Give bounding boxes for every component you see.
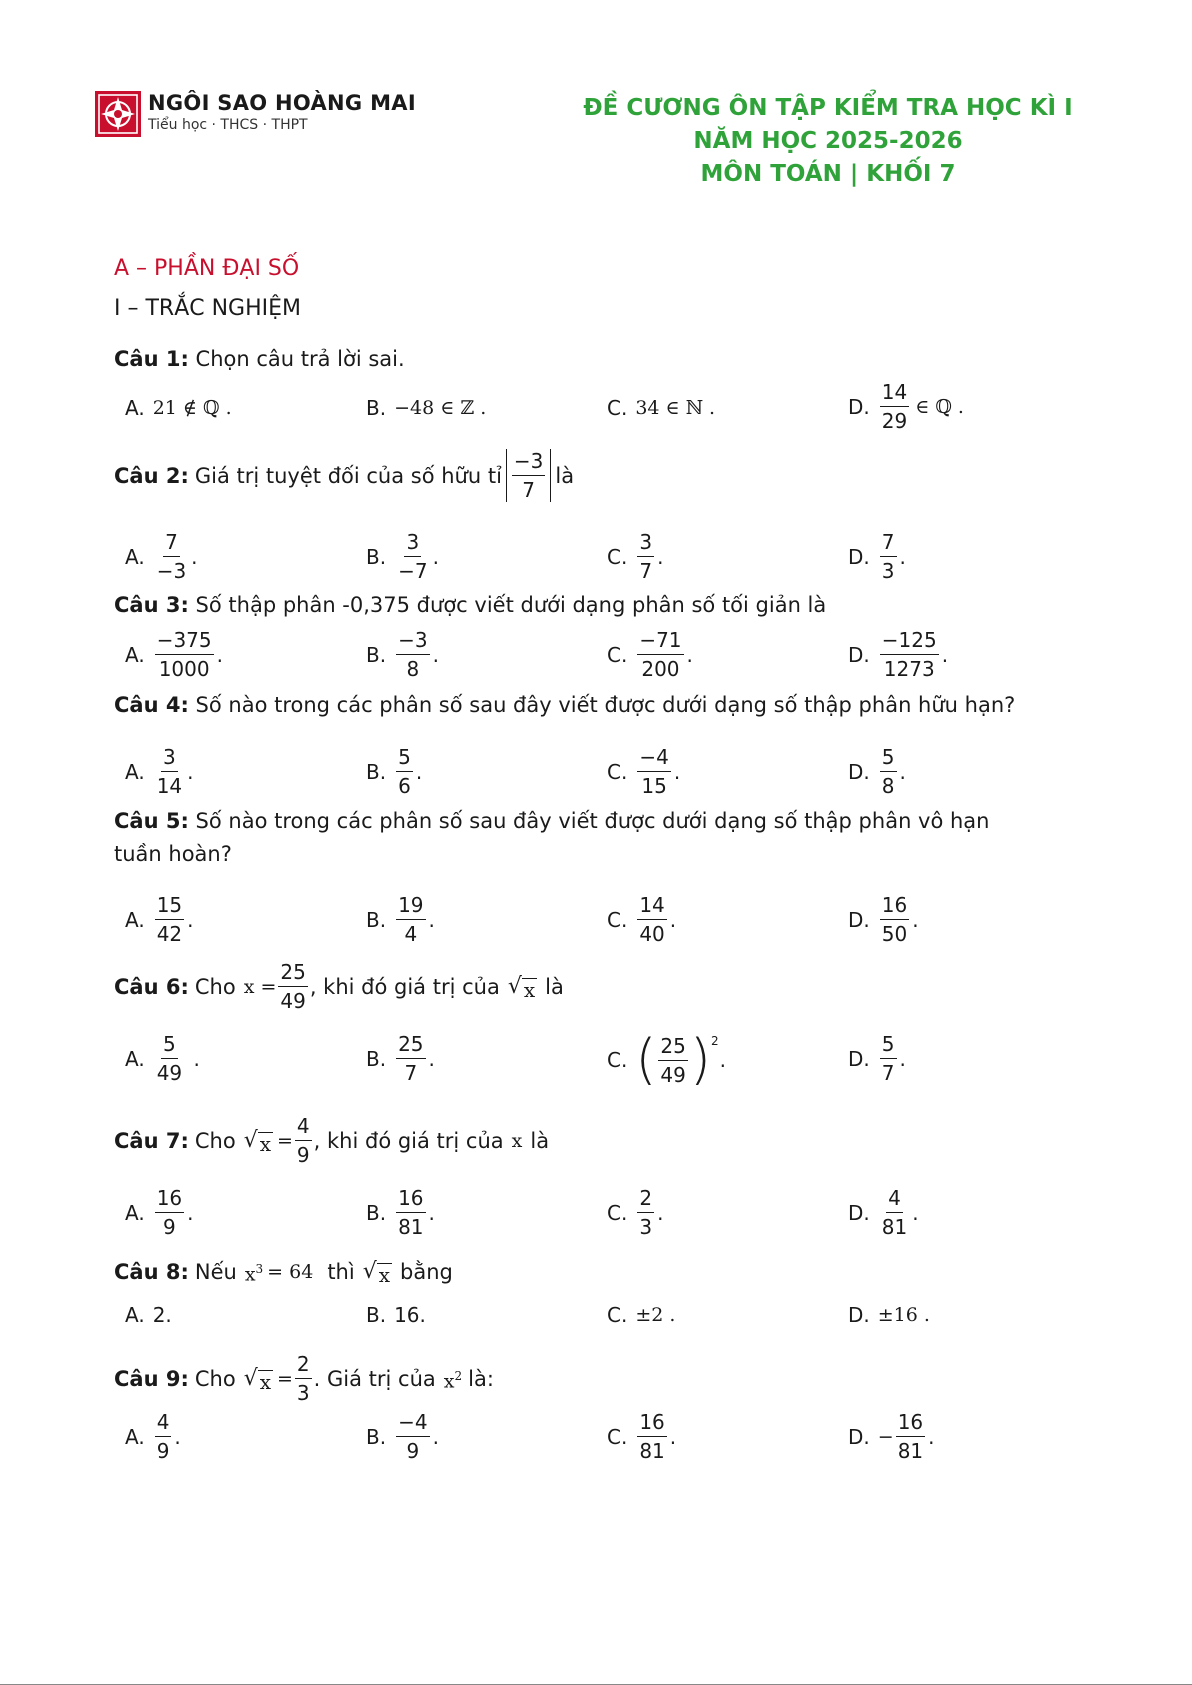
option-label: A. (125, 396, 145, 420)
fraction: $\frac{5}{6}$ (398, 745, 411, 798)
q7-option-c[interactable]: C. $\frac{2}{3}$ . (607, 1186, 664, 1239)
q2-option-c[interactable]: C. $\frac{3}{7}$ . (607, 530, 664, 583)
question-4 (114, 691, 1015, 719)
q7-option-d[interactable]: D. $\frac{4}{81}$ . (848, 1186, 919, 1239)
star-logo-icon (95, 91, 141, 137)
question-1 (114, 345, 405, 373)
question-text: . Giá trị của (313, 1366, 436, 1391)
math-expr: x (511, 1129, 523, 1152)
q4-option-d[interactable]: D. $\frac{5}{8}$ . (848, 745, 906, 798)
math-expr: $x^2$ (443, 1368, 463, 1393)
q6-option-d[interactable]: D. $\frac{5}{7}$ . (848, 1032, 906, 1085)
document-title (548, 92, 1108, 191)
fraction: $\frac{16}{81}$ (398, 1186, 424, 1239)
question-text: Số thập phân -0,375 được viết dưới dạng phân số tối giản là (195, 593, 827, 617)
square-root: √ x (507, 973, 536, 1002)
fraction: $\frac{-71}{200}$ (639, 628, 682, 681)
q8-option-a[interactable]: A. 2. (125, 1303, 172, 1327)
option-value: 21 ∉ ℚ . (152, 397, 232, 419)
math-expr: = 64 (267, 1260, 314, 1283)
question-text: , khi đó giá trị của (309, 974, 500, 999)
question-label: Câu 3: (114, 593, 189, 617)
fraction: $\frac{-4}{9}$ (398, 1410, 428, 1463)
q1-option-c[interactable] (607, 396, 715, 420)
fraction: $\frac{14}{29}$ (881, 380, 908, 433)
question-label: Câu 9: (114, 1366, 189, 1391)
q9-option-c[interactable]: C. $\frac{16}{81}$ . (607, 1410, 677, 1463)
square-root: √ x (243, 1365, 271, 1394)
fraction: $\frac{19}{4}$ (398, 893, 424, 946)
q2-option-a[interactable]: A. $\frac{7}{-3}$ . (125, 530, 198, 583)
fraction: $\frac{3}{7}$ (639, 530, 653, 583)
fraction: $\frac{5}{7}$ (881, 1032, 895, 1085)
subsection-heading: I – TRẮC NGHIỆM (114, 296, 302, 321)
question-text: Cho (194, 1128, 236, 1153)
title-line-2: NĂM HỌC 2025-2026 (693, 128, 963, 154)
q9-option-a[interactable]: A. $\frac{4}{9}$ . (125, 1410, 181, 1463)
q2-option-b[interactable]: B. $\frac{3}{-7}$ . (366, 530, 439, 583)
question-5 (114, 807, 990, 835)
option-value: ∈ ℚ . (915, 395, 964, 418)
fraction: $\frac{5}{8}$ (881, 745, 895, 798)
question-text: thì (327, 1259, 355, 1284)
sign: − (877, 1425, 894, 1448)
q3-option-d[interactable]: D. $\frac{-125}{1273}$ . (848, 628, 949, 681)
question-9 (114, 1352, 494, 1405)
option-value: 16. (394, 1303, 426, 1327)
fraction: $\frac{2}{3}$ (296, 1352, 310, 1405)
math-expr: = (277, 1129, 293, 1152)
question-2 (114, 449, 574, 502)
question-6 (114, 960, 564, 1013)
question-tail: là (545, 974, 564, 999)
math-expr: x = (243, 975, 277, 998)
q6-option-b[interactable]: B. $\frac{25}{7}$ . (366, 1032, 435, 1085)
q5-option-a[interactable]: A. $\frac{15}{42}$ . (125, 893, 194, 946)
question-text: Cho (194, 1366, 236, 1391)
school-logo (95, 91, 416, 137)
q1-option-d[interactable] (848, 380, 964, 433)
q1-option-a[interactable] (125, 396, 232, 420)
q3-option-b[interactable]: B. $\frac{-3}{8}$ . (366, 628, 439, 681)
option-value: ±2 . (635, 1304, 676, 1326)
q9-option-d[interactable]: D. − $\frac{16}{81}$ . (848, 1410, 935, 1463)
question-label: Câu 8: (114, 1259, 189, 1284)
logo-name: NGÔI SAO HOÀNG MAI (148, 91, 416, 115)
question-3 (114, 591, 826, 619)
q7-option-b[interactable]: B. $\frac{16}{81}$ . (366, 1186, 435, 1239)
fraction: $\frac{25}{49}$ (280, 960, 306, 1013)
fraction: $\frac{-3}{8}$ (398, 628, 428, 681)
q8-option-c[interactable]: C. ±2 . (607, 1303, 676, 1327)
fraction: $\frac{16}{9}$ (156, 1186, 183, 1239)
question-text: , khi đó giá trị của (313, 1128, 504, 1153)
fraction: $\frac{2}{3}$ (639, 1186, 653, 1239)
option-label: C. (607, 396, 628, 420)
q8-option-d[interactable]: D. ±16 . (848, 1303, 930, 1327)
math-expr: $x^3$ (244, 1262, 264, 1286)
option-value: 2. (152, 1303, 172, 1327)
title-line-1: ĐỀ CƯƠNG ÔN TẬP KIỂM TRA HỌC KÌ I (583, 95, 1073, 121)
fraction: $\frac{7}{3}$ (881, 530, 895, 583)
question-text: Số nào trong các phân số sau đây viết được dưới dạng số thập phân hữu hạn? (195, 693, 1016, 717)
fraction: $\frac{-375}{1000}$ (156, 628, 212, 681)
q6-option-c[interactable]: C. ( $\frac{25}{49}$ ) $^2$ . (607, 1028, 726, 1091)
fraction: $\frac{15}{42}$ (156, 893, 183, 946)
fraction: $\frac{16}{81}$ (897, 1410, 924, 1463)
question-label: Câu 1: (114, 347, 189, 371)
math-expr: = (277, 1367, 293, 1390)
q2-option-d[interactable]: D. $\frac{7}{3}$ . (848, 530, 906, 583)
fraction: $\frac{25}{7}$ (398, 1032, 424, 1085)
question-tail: là (530, 1128, 550, 1153)
question-text: Nếu (194, 1259, 237, 1284)
q5-option-c[interactable]: C. $\frac{14}{40}$ . (607, 893, 677, 946)
question-text: Cho (194, 974, 236, 999)
q5-option-b[interactable]: B. $\frac{19}{4}$ . (366, 893, 435, 946)
parenthesized-power: ( $\frac{25}{49}$ ) $^2$ (635, 1028, 719, 1091)
fraction: $\frac{5}{49}$ (156, 1032, 183, 1085)
question-text: Chọn câu trả lời sai. (195, 347, 405, 371)
q6-option-a[interactable]: A. $\frac{5}{49}$ . (125, 1032, 200, 1085)
fraction: $\frac{4}{9}$ (296, 1114, 310, 1167)
q5-option-d[interactable]: D. $\frac{16}{50}$ . (848, 893, 919, 946)
q9-option-b[interactable]: B. $\frac{-4}{9}$ . (366, 1410, 439, 1463)
option-label: D. (848, 394, 870, 419)
fraction: $\frac{16}{50}$ (881, 893, 908, 946)
option-value: 34 ∈ ℕ . (635, 397, 716, 419)
fraction: $\frac{7}{-3}$ (156, 530, 187, 583)
fraction: $\frac{4}{9}$ (156, 1410, 170, 1463)
question-tail: là (555, 463, 575, 488)
fraction: $\frac{4}{81}$ (881, 1186, 908, 1239)
option-value: −48 ∈ ℤ . (394, 397, 487, 419)
question-label: Câu 2: (114, 463, 189, 488)
question-tail: là: (468, 1366, 494, 1391)
question-label: Câu 5: (114, 809, 189, 833)
fraction: $\frac{14}{40}$ (639, 893, 665, 946)
question-label: Câu 7: (114, 1128, 189, 1153)
question-label: Câu 4: (114, 693, 189, 717)
q3-option-a[interactable]: A. $\frac{-375}{1000}$ . (125, 628, 223, 681)
q1-option-b[interactable] (366, 396, 486, 420)
question-7 (114, 1114, 549, 1167)
question-text: Số nào trong các phân số sau đây viết được dưới dạng số thập phân vô hạn (195, 809, 990, 833)
q4-option-a[interactable]: A. $\frac{3}{14}$ . (125, 745, 194, 798)
fraction: $\frac{-125}{1273}$ (881, 628, 937, 681)
square-root: √ x (362, 1258, 391, 1287)
q4-option-c[interactable]: C. $\frac{-4}{15}$ . (607, 745, 681, 798)
q4-option-b[interactable]: B. $\frac{5}{6}$ . (366, 745, 423, 798)
question-5-continued: tuần hoàn? (114, 842, 232, 866)
fraction: $\frac{-4}{15}$ (639, 745, 669, 798)
fraction: $\frac{3}{-7}$ (398, 530, 428, 583)
question-text: Giá trị tuyệt đối của số hữu tỉ (194, 463, 502, 488)
logo-subtitle: Tiểu học · THCS · THPT (148, 117, 308, 133)
title-line-3: MÔN TOÁN | KHỐI 7 (700, 161, 956, 187)
fraction: $\frac{3}{14}$ (156, 745, 183, 798)
q7-option-a[interactable]: A. $\frac{16}{9}$ . (125, 1186, 194, 1239)
section-heading: A – PHẦN ĐẠI SỐ (114, 256, 300, 281)
absolute-value: $\frac{-3}{7}$ (506, 449, 551, 502)
question-tail: bằng (400, 1259, 453, 1284)
fraction: $\frac{16}{81}$ (639, 1410, 665, 1463)
square-root: √ x (243, 1127, 271, 1156)
option-label: B. (366, 396, 387, 420)
q3-option-c[interactable]: C. $\frac{-71}{200}$ . (607, 628, 693, 681)
option-value: ±16 . (877, 1304, 930, 1326)
question-8 (114, 1255, 453, 1288)
q8-option-b[interactable]: B. 16. (366, 1303, 426, 1327)
question-label: Câu 6: (114, 974, 189, 999)
